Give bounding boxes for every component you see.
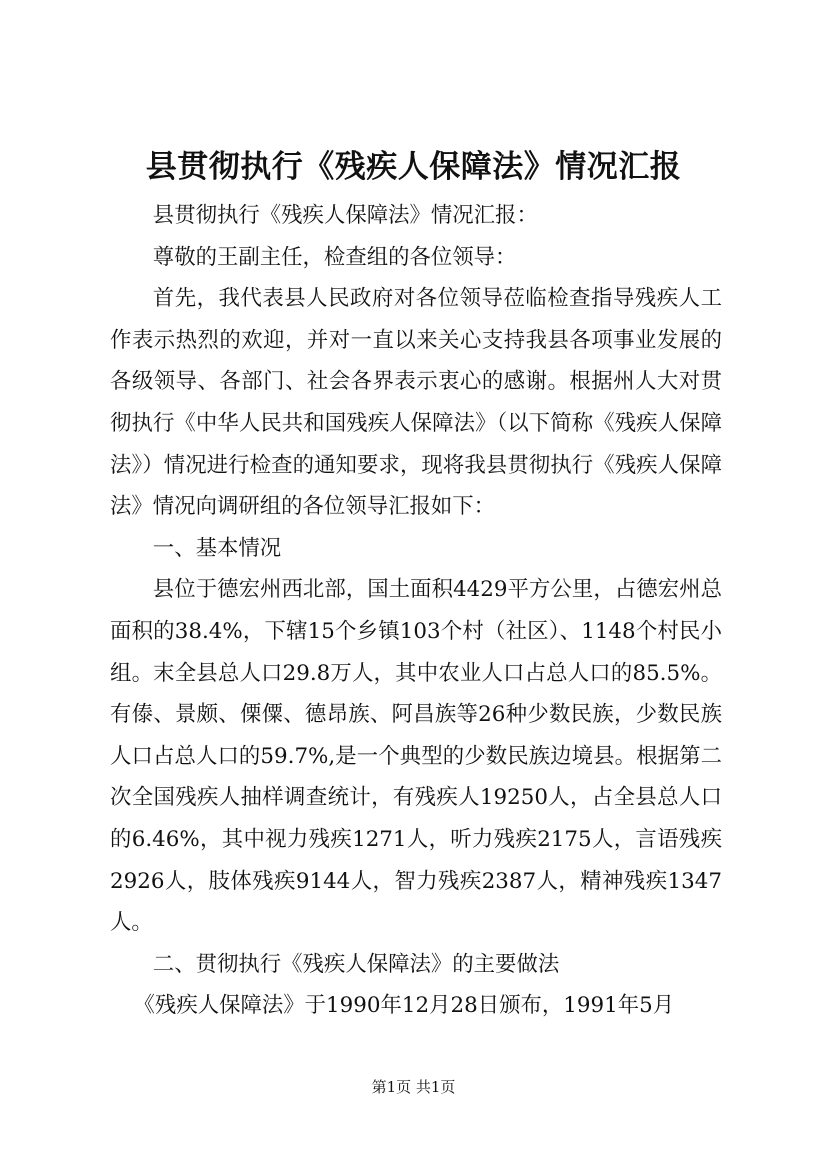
paragraph-report-heading: 县贯彻执行《残疾人保障法》情况汇报： [152, 203, 538, 228]
document-body [110, 195, 722, 1027]
document-title: 县贯彻执行《残疾人保障法》情况汇报 [145, 149, 682, 185]
page-footer: 第1页 共1页 [371, 1078, 456, 1096]
paragraph-basic-situation: 县位于德宏州西北部，国土面积4429平方公里，占德宏州总面积的38.4%，下辖15个乡镇103个村（社区）、1148个村民小组。末全县总人口29.8万人，其中农业人口占总人口的85.5%。有傣、景颇、傈僳、德昂族、阿昌族等26种少数民族，少数民族人口占总人口的59.7%,是一个典型的少数民族边境县。根据第二次全国残疾人抽样调查统计，有残疾人19250人，占全县总人口的6.46%，其中视力残疾1271人，听力残疾2175人，言语残疾2926人，肢体残疾9144人，智力残疾2387人，精神残疾1347人。 [110, 577, 722, 936]
section-heading-main-practices: 二、贯彻执行《残疾人保障法》的主要做法 [152, 951, 560, 977]
paragraph-law-promulgation: 《残疾人保障法》于1990年12月28日颁布，1991年5月 [133, 993, 675, 1019]
paragraph-salutation: 尊敬的王副主任，检查组的各位领导： [152, 244, 517, 270]
paragraph-introduction: 首先，我代表县人民政府对各位领导莅临检查指导残疾人工作表示热烈的欢迎，并对一直以来关心支持我县各项事业发展的各级领导、各部门、社会各界表示衷心的感谢。根据州人大对贯彻执行《中华人民共和国残疾人保障法》（以下简称《残疾人保障法》）情况进行检查的通知要求，现将我县贯彻执行《残疾人保障法》情况向调研组的各位领导汇报如下： [110, 286, 722, 520]
section-heading-basic-situation: 一、基本情况 [152, 535, 282, 561]
